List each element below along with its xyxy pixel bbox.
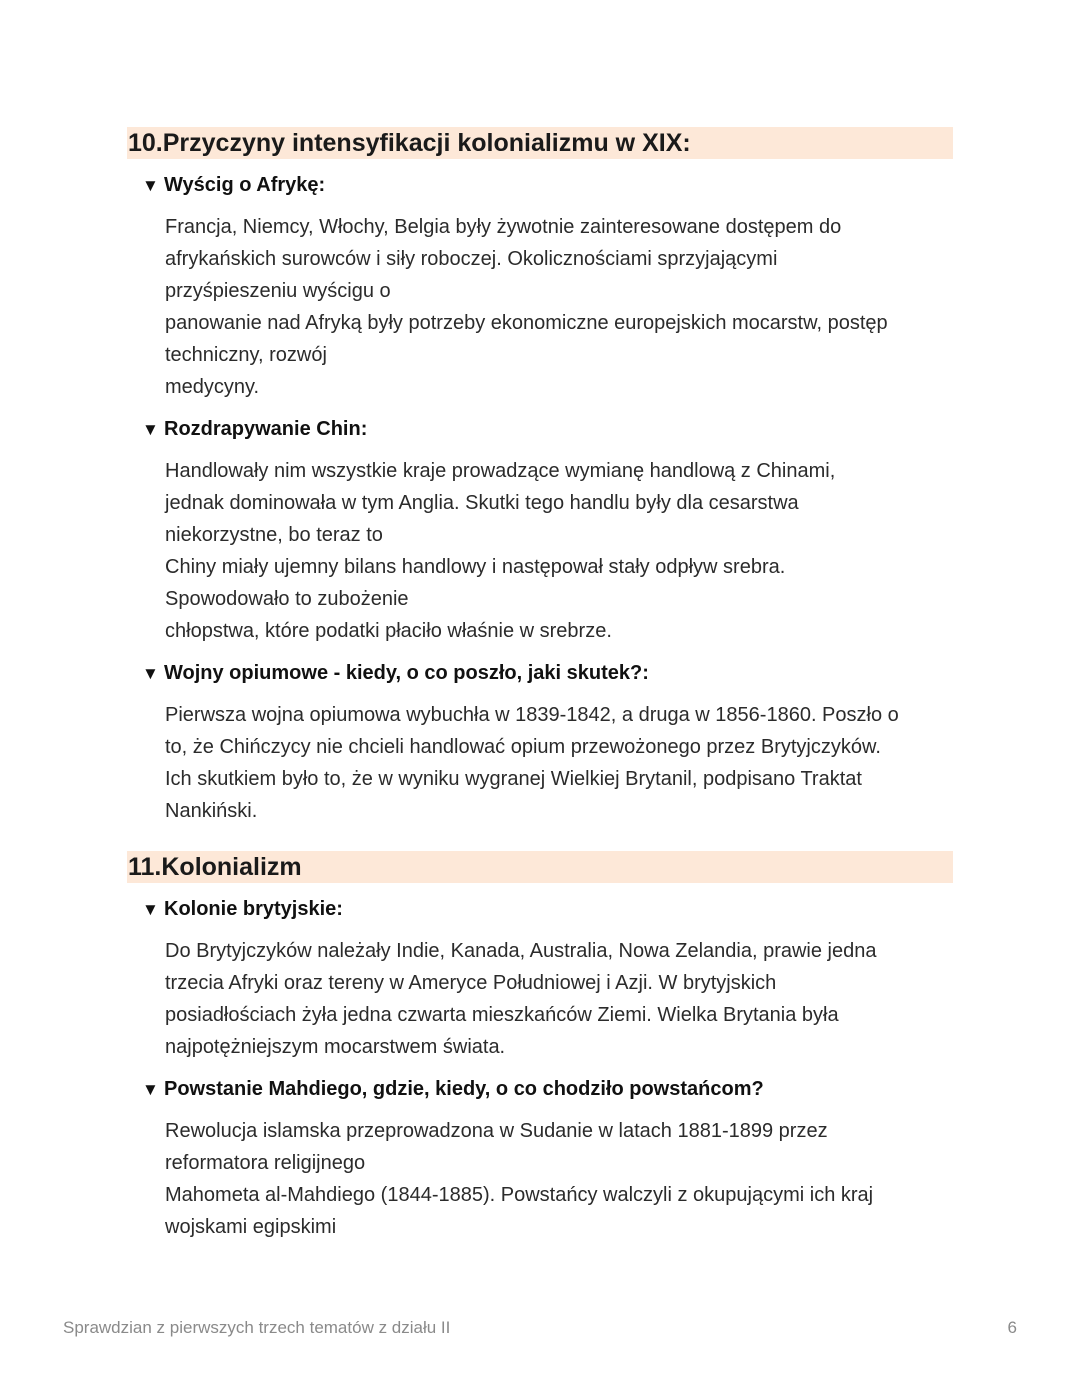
text-line: niekorzystne, bo teraz to	[165, 524, 383, 546]
text-line: Francja, Niemcy, Włochy, Belgia były żywotnie zainteresowane dostępem do	[165, 216, 842, 238]
toggle-body	[165, 211, 953, 403]
text-line: medycyny.	[165, 376, 260, 398]
text-line: Rewolucja islamska przeprowadzona w Sudanie w latach 1881-1899 przez	[165, 1120, 828, 1142]
toggle-heading: Wyścig o Afrykę:	[164, 173, 326, 196]
text-line: Ich skutkiem było to, że w wyniku wygranej Wielkiej Brytanil, podpisano Traktat	[165, 768, 862, 790]
text-line: Mahometa al-Mahdiego (1844-1885). Powstańcy walczyli z okupującymi ich kraj	[165, 1184, 874, 1206]
footer-title: Sprawdzian z pierwszych trzech tematów z działu II	[63, 1318, 451, 1337]
text-line: techniczny, rozwój	[165, 344, 327, 366]
toggle-header[interactable]	[142, 894, 953, 924]
text-line: Nankiński.	[165, 800, 258, 822]
toggle-header[interactable]	[142, 414, 953, 444]
toggle-body	[165, 455, 953, 647]
text-line: posiadłościach żyła jedna czwarta mieszkańców Ziemi. Wielka Brytania była	[165, 1004, 839, 1026]
triangle-down-icon[interactable]: ▼	[142, 175, 159, 195]
text-line: przyśpieszeniu wyścigu o	[165, 280, 391, 302]
toggle-block-opium-wars[interactable]	[142, 658, 953, 827]
toggle-heading: Kolonie brytyjskie:	[164, 897, 343, 920]
triangle-down-icon[interactable]: ▼	[142, 899, 159, 919]
text-line: Chiny miały ujemny bilans handlowy i następował stały odpływ srebra.	[165, 556, 786, 578]
text-line: wojskami egipskimi	[165, 1216, 337, 1238]
section-heading: 10.Przyczyny intensyfikacji kolonializmu w XIX:	[127, 127, 953, 159]
section-10	[127, 127, 953, 827]
text-line: panowanie nad Afryką były potrzeby ekonomiczne europejskich mocarstw, postęp	[165, 312, 888, 334]
toggle-heading: Rozdrapywanie Chin:	[164, 417, 368, 440]
text-line: jednak dominowała w tym Anglia. Skutki tego handlu były dla cesarstwa	[165, 492, 799, 514]
toggle-block-british-colonies[interactable]	[142, 894, 953, 1063]
toggle-body	[165, 935, 953, 1063]
toggle-body	[165, 699, 953, 827]
triangle-down-icon[interactable]: ▼	[142, 1079, 159, 1099]
triangle-down-icon[interactable]: ▼	[142, 419, 159, 439]
toggle-header[interactable]	[142, 170, 953, 200]
text-line: Do Brytyjczyków należały Indie, Kanada, Australia, Nowa Zelandia, prawie jedna	[165, 940, 877, 962]
toggle-header[interactable]	[142, 658, 953, 688]
section-heading: 11.Kolonializm	[127, 851, 953, 883]
text-line: trzecia Afryki oraz tereny w Ameryce Południowej i Azji. W brytyjskich	[165, 972, 777, 994]
toggle-heading: Wojny opiumowe - kiedy, o co poszło, jaki skutek?:	[164, 661, 649, 684]
text-line: to, że Chińczycy nie chcieli handlować opium przewożonego przez Brytyjczyków.	[165, 736, 881, 758]
toggle-block-race-for-africa[interactable]	[142, 170, 953, 403]
toggle-block-mahdist-uprising[interactable]	[142, 1074, 953, 1243]
text-line: afrykańskich surowców i siły roboczej. Okolicznościami sprzyjającymi	[165, 248, 778, 270]
section-11	[127, 851, 953, 1243]
page-number: 6	[1007, 1318, 1017, 1337]
text-line: Handlowały nim wszystkie kraje prowadzące wymianę handlową z Chinami,	[165, 460, 836, 482]
triangle-down-icon[interactable]: ▼	[142, 663, 159, 683]
text-line: najpotężniejszym mocarstwem świata.	[165, 1036, 506, 1058]
text-line: Pierwsza wojna opiumowa wybuchła w 1839-1842, a druga w 1856-1860. Poszło o	[165, 704, 899, 726]
toggle-header[interactable]	[142, 1074, 953, 1104]
text-line: Spowodowało to zubożenie	[165, 588, 409, 610]
text-line: reformatora religijnego	[165, 1152, 366, 1174]
toggle-body	[165, 1115, 953, 1243]
text-line: chłopstwa, które podatki płaciło właśnie w srebrze.	[165, 620, 612, 642]
toggle-block-scramble-for-china[interactable]	[142, 414, 953, 647]
document-content	[127, 127, 953, 1243]
toggle-heading: Powstanie Mahdiego, gdzie, kiedy, o co chodziło powstańcom?	[164, 1077, 764, 1100]
